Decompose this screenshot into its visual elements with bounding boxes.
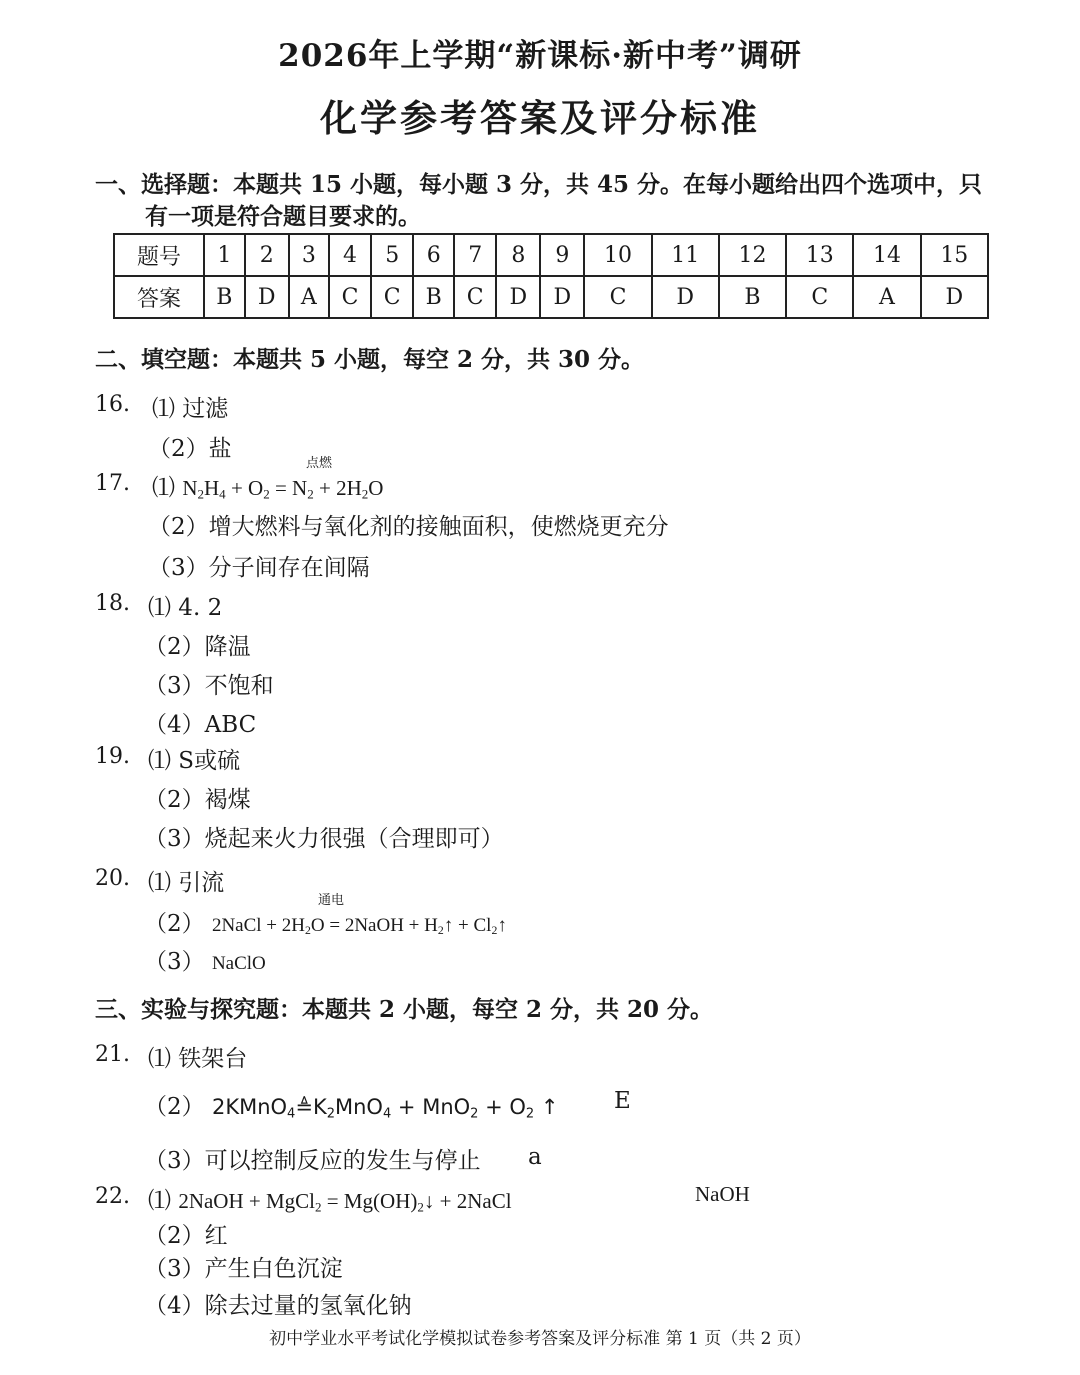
table-row-numbers	[114, 234, 988, 276]
q21-answer-1: ⑴ 铁架台	[148, 1046, 248, 1072]
answer-cell: D	[245, 276, 289, 318]
q20-answer-2	[144, 905, 507, 938]
q18-answer-4: （4）ABC	[144, 712, 257, 738]
section3-heading: 三、实验与探究题：本题共 2 小题，每空 2 分，共 20 分。	[95, 996, 714, 1023]
page-title: 2026年上学期“新课标·新中考”调研	[278, 38, 802, 74]
question-number-22: 22.	[95, 1184, 130, 1209]
question-number-16: 16.	[95, 392, 130, 417]
question-number-17: 17.	[95, 471, 130, 496]
row-header-number: 题号	[114, 234, 204, 276]
answer-cell: C	[329, 276, 371, 318]
answer-cell: A	[289, 276, 329, 318]
answer-cell: B	[413, 276, 454, 318]
q22-equation: 2NaOH + MgCl$_2$ = $Mg(OH)_2↓$ + 2NaCl	[178, 1189, 512, 1215]
page-subtitle: 化学参考答案及评分标准	[320, 96, 760, 140]
q20-equation: 2NaCl + $2H_2O$ = 2NaOH + $H_2↑$ + $Cl_2↑$	[211, 915, 507, 937]
q17-reaction-condition: 点燃	[306, 456, 333, 471]
q17-equation: $N_2H_4 + O_2 = N_2 + 2H_2O$	[182, 476, 384, 502]
q20-answer-3-label: （3）	[144, 949, 205, 975]
q20-answer-3-value: NaClO	[211, 953, 266, 974]
answer-cell: D	[921, 276, 988, 318]
section2-heading: 二、填空题：本题共 5 小题，每空 2 分，共 30 分。	[95, 346, 645, 373]
q16-answer-2: （2）盐	[148, 436, 232, 462]
question-number-cell: 9	[540, 234, 584, 276]
q21-answer-2-label: （2）	[144, 1094, 205, 1120]
answer-cell: D	[496, 276, 540, 318]
q21-answer-3-extra: a	[528, 1144, 542, 1170]
q18-answer-2: （2）降温	[144, 634, 251, 660]
q20-reaction-condition: 通电	[318, 893, 345, 908]
question-number-cell: 10	[584, 234, 651, 276]
answer-cell: B	[204, 276, 245, 318]
q21-answer-2-extra: E	[614, 1088, 631, 1114]
answer-cell: A	[853, 276, 920, 318]
section1-heading: 一、选择题：本题共 15 小题，每小题 3 分，共 45 分。在每小题给出四个选项中，只	[95, 171, 983, 198]
answer-cell: C	[786, 276, 853, 318]
question-number-18: 18.	[95, 591, 130, 616]
question-number-cell: 3	[289, 234, 329, 276]
question-number-cell: 11	[652, 234, 719, 276]
q17-answer-1	[152, 469, 383, 502]
answer-cell: B	[719, 276, 786, 318]
q19-answer-1: ⑴ S或硫	[148, 748, 241, 774]
question-number-20: 20.	[95, 866, 130, 891]
q22-answer-1-label: ⑴	[148, 1188, 171, 1214]
q21-answer-2	[144, 1088, 558, 1121]
q17-answer-2: （2）增大燃料与氧化剂的接触面积，使燃烧更充分	[148, 514, 669, 540]
answer-cell: C	[584, 276, 651, 318]
q18-answer-3: （3）不饱和	[144, 673, 274, 699]
question-number-cell: 12	[719, 234, 786, 276]
question-number-cell: 6	[413, 234, 454, 276]
answer-table	[113, 233, 989, 319]
section1-heading-cont: 有一项是符合题目要求的。	[145, 203, 421, 230]
q19-answer-3: （3）烧起来火力很强（合理即可）	[144, 826, 504, 852]
question-number-cell: 5	[371, 234, 413, 276]
row-header-answer: 答案	[114, 276, 204, 318]
q18-answer-1: ⑴ 4. 2	[148, 595, 223, 621]
answer-cell: C	[454, 276, 496, 318]
q19-answer-2: （2）褐煤	[144, 787, 251, 813]
q21-answer-3: （3）可以控制反应的发生与停止	[144, 1148, 481, 1174]
q16-answer-1: ⑴ 过滤	[152, 396, 229, 422]
q22-answer-2: （2）红	[144, 1223, 228, 1249]
q20-answer-2-label: （2）	[144, 911, 205, 937]
page-footer: 初中学业水平考试化学模拟试卷参考答案及评分标准 第 1 页（共 2 页）	[269, 1329, 811, 1349]
q20-answer-1: ⑴ 引流	[148, 870, 225, 896]
q17-answer-3: （3）分子间存在间隔	[148, 555, 370, 581]
q22-answer-1-extra: NaOH	[695, 1182, 750, 1206]
question-number-cell: 15	[921, 234, 988, 276]
q22-answer-4: （4）除去过量的氢氧化钠	[144, 1293, 412, 1319]
q17-answer-1-label: ⑴	[152, 475, 175, 501]
answer-cell: C	[371, 276, 413, 318]
question-number-21: 21.	[95, 1042, 130, 1067]
answer-cell: D	[540, 276, 584, 318]
question-number-cell: 7	[454, 234, 496, 276]
question-number-cell: 13	[786, 234, 853, 276]
q20-answer-3	[144, 943, 266, 976]
question-number-cell: 2	[245, 234, 289, 276]
question-number-cell: 4	[329, 234, 371, 276]
q22-answer-3: （3）产生白色沉淀	[144, 1256, 343, 1282]
answer-cell: D	[652, 276, 719, 318]
table-row-answers	[114, 276, 988, 318]
q22-answer-1	[148, 1182, 512, 1215]
question-number-cell: 14	[853, 234, 920, 276]
question-number-cell: 1	[204, 234, 245, 276]
question-number-19: 19.	[95, 744, 130, 769]
q21-equation: $2KMnO_4≜K_2MnO_4 + MnO_2 + O_2$ ↑	[211, 1095, 559, 1122]
question-number-cell: 8	[496, 234, 540, 276]
